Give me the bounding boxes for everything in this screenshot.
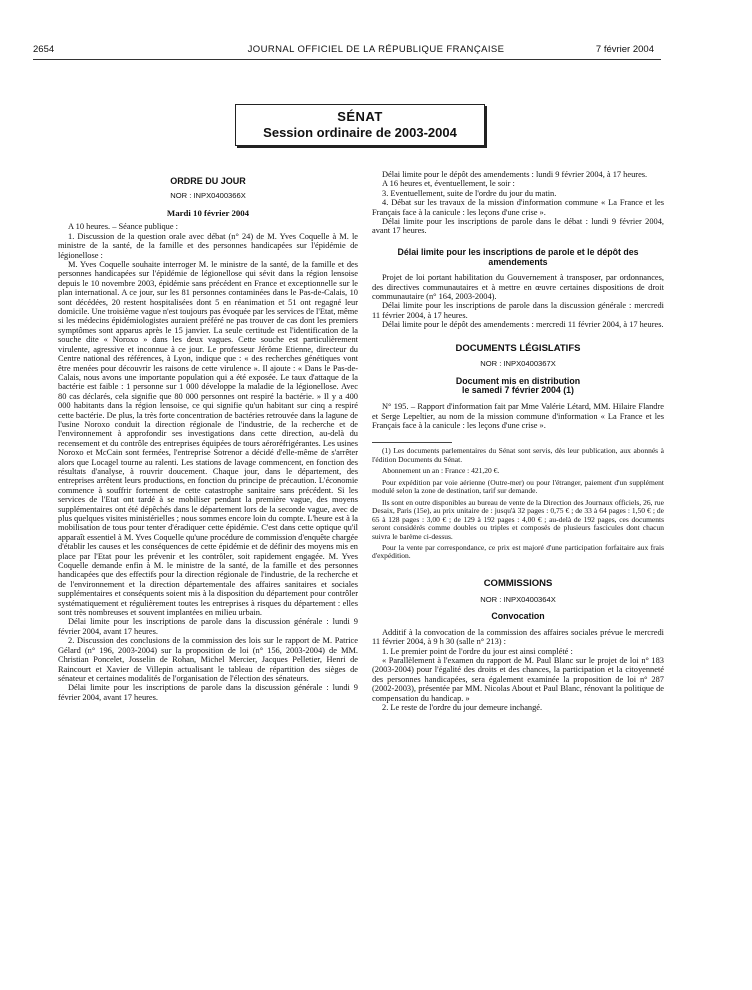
agenda-paragraph: 4. Débat sur les travaux de la mission d'information commune « La France et les Français face à la canicule : les leçons d'une crise ». xyxy=(372,198,664,217)
issue-date: 7 février 2004 xyxy=(595,44,654,55)
agenda-paragraph: A 10 heures. – Séance publique : xyxy=(68,222,179,232)
agenda-paragraph: 3. Eventuellement, suite de l'ordre du jour du matin. xyxy=(382,188,557,198)
delai-paragraph: Délai limite pour le dépôt des amendements : mercredi 11 février 2004, à 17 heures. xyxy=(382,320,664,330)
footnote: Ils sont en outre disponibles au bureau de vente de la Direction des Journaux officiels, 26, rue Desaix, Paris (15e), au prix unitaire de : jusqu'à 32 pages : 0,75 € ; de 33 à 64 pages : 1,50 € ; de 65 à 128 pages : 3,00 € ; de 129 à 192 pages : 4,00 € ; au-delà de 192 pages, ces documents seront considérés comme doubles ou triples et composés de plusieurs fascicules dont chacun suivra le barème ci-dessus. xyxy=(372,497,664,541)
agenda-paragraph: Délai limite pour le dépôt des amendements : lundi 9 février 2004, à 17 heures. xyxy=(382,170,648,179)
documents-nor: NOR : INPX0400367X xyxy=(480,359,556,369)
header-rule xyxy=(33,59,661,60)
footnote: Abonnement un an : France : 421,20 €. xyxy=(382,466,500,476)
nor-text: NOR : INPX0400366X xyxy=(170,191,246,201)
commission-paragraph: 2. Le reste de l'ordre du jour demeure inchangé. xyxy=(382,702,543,712)
delai-paragraph: Délai limite pour les inscriptions de parole dans la discussion générale : mercredi 11 février 2004, à 17 heures. xyxy=(372,301,664,320)
commission-paragraph: 1. Le premier point de l'ordre du jour est ainsi complété : xyxy=(382,646,573,656)
journal-title: JOURNAL OFFICIEL DE LA RÉPUBLIQUE FRANÇAISE xyxy=(247,44,505,55)
agenda-paragraph: Délai limite pour les inscriptions de parole dans la discussion générale : lundi 9 février 2004, avant 17 heures. xyxy=(58,683,358,702)
session-title: Session ordinaire de 2003-2004 xyxy=(263,125,457,140)
footnote: Pour la vente par correspondance, ce prix est majoré d'une participation forfaitaire aux frais d'expédition. xyxy=(372,543,664,561)
commissions-nor: NOR : INPX0400364X xyxy=(480,594,556,604)
ordre-du-jour-heading: ORDRE DU JOUR xyxy=(170,176,246,186)
page-header xyxy=(0,44,752,58)
commission-paragraph: « Parallèlement à l'examen du rapport de M. Paul Blanc sur le projet de loi n° 183 (2003-2004) pour l'égalité des droits et des chances, la participation et la citoyenneté des personnes handicapées, sera également examinée la proposition de loi n° 287 (2002-2003), présentée par MM. Nicolas About et Paul Blanc, rénovant la politique de compensation du handicap. » xyxy=(372,655,664,703)
document-item: N° 195. – Rapport d'information fait par Mme Valérie Létard, MM. Hilaire Flandre et Serge Lepeltier, au nom de la mission commune d'information « La France et les Français face à la canicule : les leçons d'une crise ». xyxy=(372,402,664,430)
delai-paragraph: Projet de loi portant habilitation du Gouvernement à transposer, par ordonnances, des directives communautaires et à mettre en œuvre certaines dispositions de droit communautaire (n° 164, 2003-2004). xyxy=(372,273,664,301)
footnote: (1) Les documents parlementaires du Sénat sont servis, dès leur publication, aux abonnés à l'édition Documents du Sénat. xyxy=(372,446,664,464)
senate-title: SÉNAT xyxy=(337,109,383,124)
agenda-paragraph: Délai limite pour les inscriptions de parole dans la discussion générale : lundi 9 février 2004, avant 17 heures. xyxy=(58,617,358,636)
question-text: M. Yves Coquelle souhaite interroger M. le ministre de la santé, de la famille et des personnes handicapées sur l'épidémie de légionellose qui sévit dans la région lensoise depuis le 10 novembre 2003, épidémie sans précédent en France et exceptionnelle sur le plan international. A ce jour, sur les 81 personnes contaminées dans le Pas-de-Calais, 10 sont décédées, 20 restent hospitalisées dont 5 en réanimation et 51 ont regagné leur domicile. Une troisième vague n'est toujours pas évoquée par les services de l'Etat, même si les médecins épidémiologistes auraient préféré ne pas trouver de cas dont les premiers symptômes sont apparus après le 15 janvier. La seule certitude est l'identification de la souche dite « Noroxo » dans les deux vagues. Cette souche est particulièrement virulente, agressive et inconnue à ce jour. Le professeur Jérôme Etienne, directeur du Centre national des références, à Lyon, indique que : « des recherches génétiques vont être menées pour découvrir les raisons de cette virulence ». Il ajoute : « Dans le Pas-de-Calais, nous avons une importante population qui a été exposée. Le taux d'attaque de la bactérie est faible : 1 personne sur 1 000 développe la maladie de la légionellose. Avec 80 cas déclarés, cela signifie que 80 000 personnes ont respiré la bactérie. » Il y a 400 000 habitants dans la région lensoise, ce qui signifie qu'un habitant sur cinq a respiré cette bactérie. De plus, la très forte concentration de bactéries retrouvée dans la lagune de l'usine Noroxo conduit la direction régionale de l'industrie, de la recherche et de l'environnement à approfondir ses investigations dans cette direction, au-delà du recensement et du contrôle des entreprises équipées de tours aéroréfrigérantes. Les usines Noroxo et McCain sont fermées, l'entreprise Sotrenor a décidé d'elle-même de s'arrêter alors que Locagel tourne au ralenti. Les stations de lavage commencent, en fonction des résultats d'analyse, à rouvrir doucement. Chaque jour, dans le département, des entreprises arrêtent leurs productions, en fonction du principe de précaution. L'économie commence à souffrir fortement de cette catastrophe sanitaire sans précédent. Si les services de l'Etat ont tardé à se mobiliser pendant la première vague, des moyens supplémentaires ont été dépêchés dans le département lors de la seconde vague, avec de plus quelques visites ministérielles ; nous sommes encore loin du compte. L'heure est à la mobilisation de tous pour tenter d'éradiquer cette épidémie. C'est dans cette optique qu'il apparaît essentiel à M. Yves Coquelle qu'une procédure de commission d'enquête chargée d'établir les causes et les conséquences de cette épidémie et de définir des moyens mis en place par l'Etat pour les prévenir et les contrôler, soit rapidement engagée. M. Yves Coquelle demande enfin à M. le ministre de la santé, de la famille et des personnes handicapées que des effectifs pour la direction régionale de l'industrie, de la recherche et de l'environnement et la direction départementale des affaires sanitaires et sociales supplémentaires et conséquents soient mis à la disposition du département pour contrôler systématiquement et régulièrement toutes les entreprises à risques du département : elles sont très nombreuses et souvent implantées en milieu urbain. xyxy=(58,260,359,618)
convocation-heading: Convocation xyxy=(491,611,545,622)
agenda-paragraph: Délai limite pour les inscriptions de parole dans le débat : lundi 9 février 2004, avant 17 heures. xyxy=(372,217,664,236)
footnote-rule xyxy=(372,442,452,443)
agenda-paragraph: 2. Discussion des conclusions de la commission des lois sur le rapport de M. Patrice Gélard (n° 196, 2003-2004) sur la proposition de loi (n° 156, 2003-2004) de MM. Christian Poncelet, Josselin de Rohan, Michel Mercier, Jacques Pelletier, Henri de Raincourt et Xavier de Villepin actualisant le tableau de répartition des sièges de sénateur et certaines modalités de l'organisation de l'élection des sénateurs. xyxy=(58,636,358,683)
page-number: 2654 xyxy=(33,44,55,55)
distribution-line-1: Document mis en distribution xyxy=(455,375,581,386)
seance-date: Mardi 10 février 2004 xyxy=(166,207,250,218)
right-column xyxy=(372,170,664,712)
left-column xyxy=(58,170,358,702)
documents-heading: DOCUMENTS LÉGISLATIFS xyxy=(455,342,581,354)
agenda-paragraph: A 16 heures et, éventuellement, le soir : xyxy=(382,179,515,189)
commission-paragraph: Additif à la convocation de la commission des affaires sociales prévue le mercredi 11 février 2004, à 9 h 30 (salle n° 213) : xyxy=(372,627,664,647)
distribution-line-2: le samedi 7 février 2004 (1) xyxy=(462,385,574,396)
commissions-heading: COMMISSIONS xyxy=(483,577,553,589)
nor-reference xyxy=(58,192,358,201)
agenda-paragraph: 1. Discussion de la question orale avec débat (n° 24) de M. Yves Coquelle à M. le ministre de la santé, de la famille et des personnes handicapées sur l'épidémie de légionellose : xyxy=(58,231,358,260)
senate-title-box xyxy=(235,104,485,146)
distribution-heading xyxy=(372,377,664,396)
delai-heading: Délai limite pour les inscriptions de parole et le dépôt des amendements xyxy=(397,246,639,267)
footnote: Pour expédition par voie aérienne (Outre-mer) ou pour l'étranger, paiement d'un supplément modulé selon la zone de destination, tarif sur demande. xyxy=(372,477,664,496)
